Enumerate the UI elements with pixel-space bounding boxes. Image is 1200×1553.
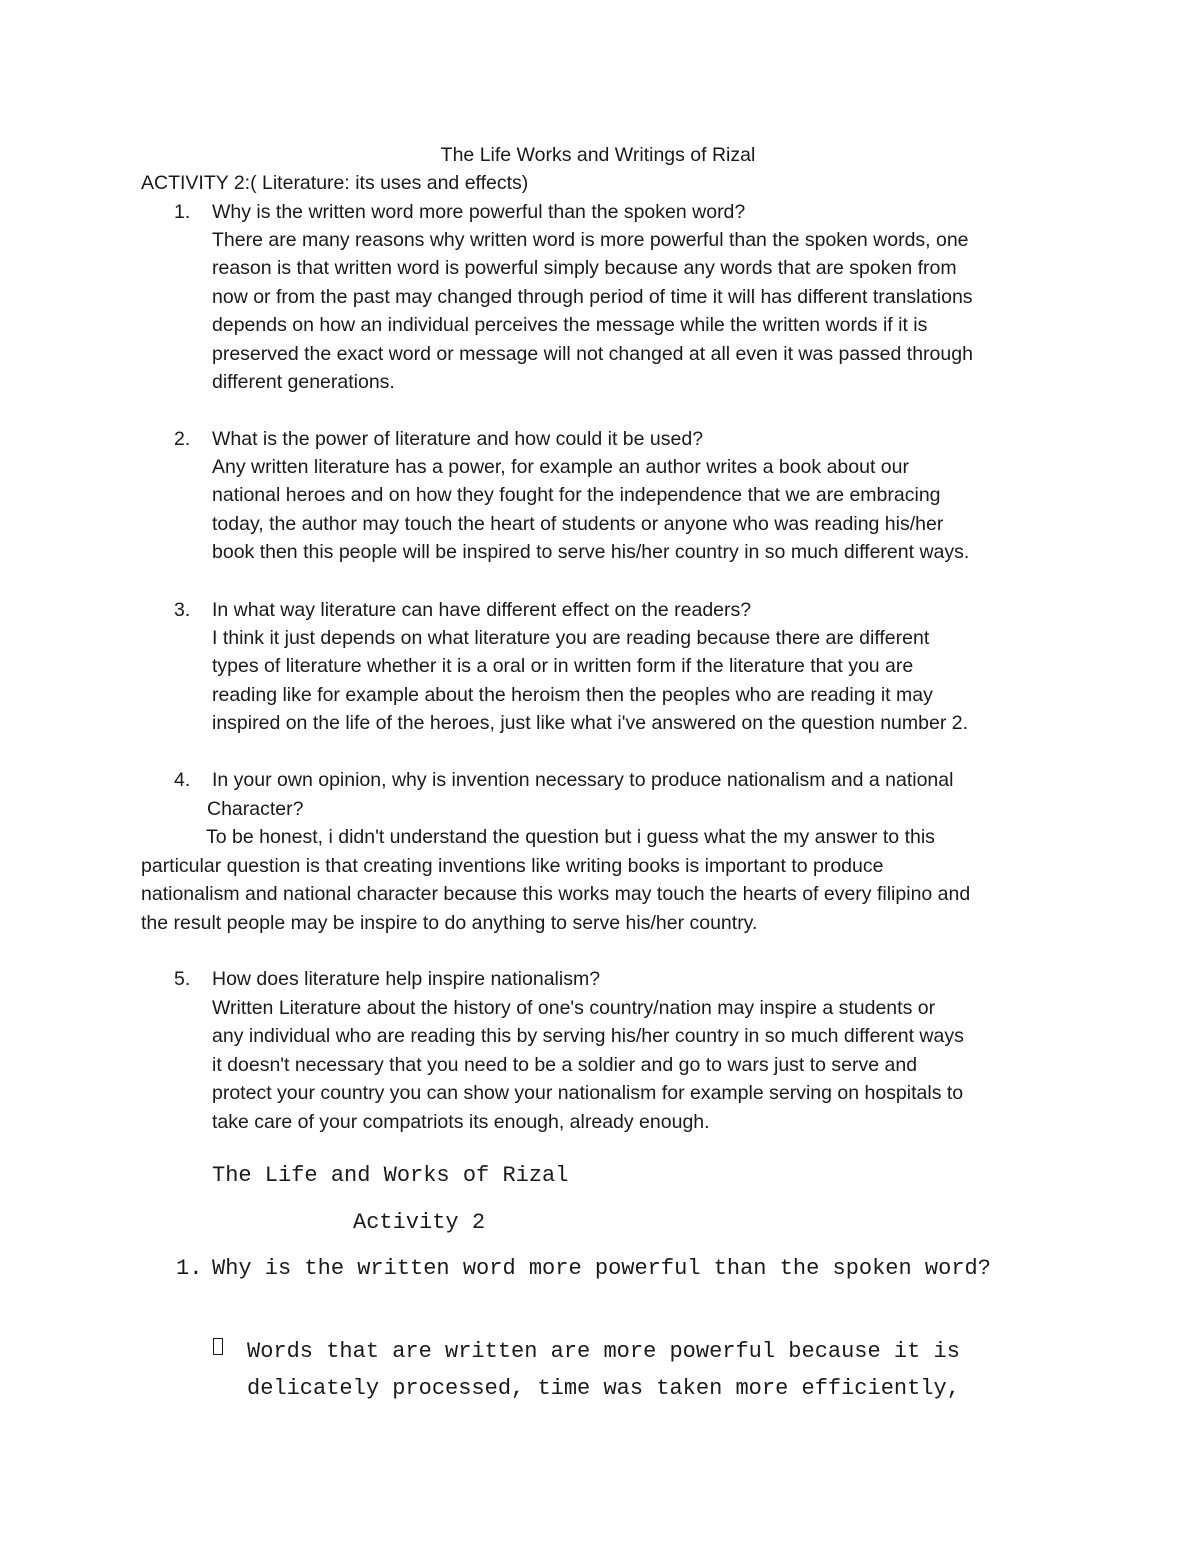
answer-block <box>212 453 969 567</box>
question-text-continued: Character? <box>207 798 304 820</box>
answer-line: today, the author may touch the heart of students or anyone who was reading his/her <box>212 512 944 535</box>
answer-line: national heroes and on how they fought for the independence that we are embracing <box>212 484 941 507</box>
page-title: The Life Works and Writings of Rizal <box>440 144 756 166</box>
missing-glyph-box-icon <box>213 1338 223 1355</box>
answer-block <box>212 226 973 396</box>
section-question-text: Why is the written word more powerful than the spoken word? <box>212 1256 991 1281</box>
answer-line: reason is that written word is powerful simply because any words that are spoken from <box>212 257 957 280</box>
question-number: 1. <box>174 201 191 223</box>
answer-line: Written Literature about the history of one's country/nation may inspire a students or <box>212 997 936 1019</box>
section-title: The Life and Works of Rizal <box>212 1163 569 1188</box>
answer-line: To be honest, i didn't understand the question but i guess what the my answer to this <box>206 826 935 848</box>
answer-line: inspired on the life of the heroes, just like what i've answered on the question number 2. <box>212 712 969 735</box>
question-number: 3. <box>174 599 191 621</box>
answer-block <box>141 852 970 937</box>
question-text: Why is the written word more powerful than the spoken word? <box>212 201 746 223</box>
answer-line: Any written literature has a power, for example an author writes a book about our <box>212 456 909 478</box>
answer-line: depends on how an individual perceives the message while the written words if it is <box>212 314 928 337</box>
answer-line: it doesn't necessary that you need to be a soldier and go to wars just to serve and <box>212 1053 918 1076</box>
answer-line: nationalism and national character because this works may touch the hearts of every filipino and <box>141 883 971 906</box>
question-text: How does literature help inspire nationalism? <box>212 968 601 990</box>
answer-line: reading like for example about the heroism then the peoples who are reading it may <box>212 683 933 706</box>
answer-line: I think it just depends on what literature you are reading because there are different <box>212 627 930 649</box>
question-text: In what way literature can have different effect on the readers? <box>212 599 752 621</box>
answer-line: preserved the exact word or message will not changed at all even it was passed through <box>212 342 973 365</box>
answer-block <box>212 994 964 1136</box>
answer-line: There are many reasons why written word is more powerful than the spoken words, one <box>212 229 969 251</box>
bullet-line: Words that are written are more powerful because it is <box>247 1339 960 1364</box>
question-text: In your own opinion, why is invention necessary to produce nationalism and a national <box>212 769 954 791</box>
question-number: 2. <box>174 428 191 450</box>
answer-line: protect your country you can show your nationalism for example serving on hospitals to <box>212 1082 964 1105</box>
activity-heading: ACTIVITY 2:( Literature: its uses and effects) <box>141 172 529 194</box>
question-number: 5. <box>174 968 191 990</box>
bullet-line: delicately processed, time was taken more efficiently, <box>247 1376 960 1401</box>
answer-line: the result people may be inspire to do anything to serve his/her country. <box>141 911 758 934</box>
question-text: What is the power of literature and how could it be used? <box>212 428 704 450</box>
answer-line: particular question is that creating inventions like writing books is important to produce <box>141 855 884 877</box>
answer-line: book then this people will be inspired to serve his/her country in so much different ways. <box>212 541 970 564</box>
answer-line: different generations. <box>212 370 395 393</box>
answer-block <box>212 624 968 738</box>
answer-line: any individual who are reading this by serving his/her country in so much different ways <box>212 1025 964 1048</box>
question-number: 4. <box>174 769 191 791</box>
section-subtitle: Activity 2 <box>353 1210 486 1235</box>
section-question-number: 1. <box>176 1256 203 1281</box>
answer-line: take care of your compatriots its enough, already enough. <box>212 1110 710 1133</box>
answer-line: types of literature whether it is a oral or in written form if the literature that you are <box>212 655 914 678</box>
answer-line: now or from the past may changed through period of time it will has different translations <box>212 285 973 308</box>
